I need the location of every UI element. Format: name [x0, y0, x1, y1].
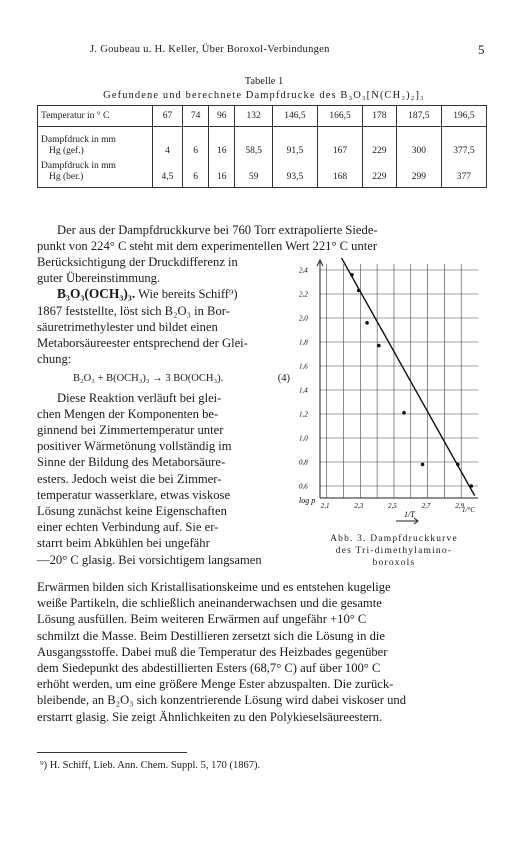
- running-title: J. Goubeau u. H. Keller, Über Boroxol-Verbindungen: [90, 44, 330, 55]
- table-header-row: [38, 106, 487, 127]
- x-tick-label: 2,7: [421, 502, 431, 510]
- table-row-calculated: [38, 159, 487, 188]
- text-line: Sinne der Bildung des Metaborsäure-: [37, 455, 226, 470]
- table-row-found: [38, 127, 487, 160]
- caption-line: boroxols: [372, 558, 416, 568]
- equation-number: (4): [277, 373, 290, 385]
- x-axis-label: 1/T: [404, 510, 415, 519]
- row-label-line: Hg (ber.): [49, 172, 84, 182]
- row-label-line: Dampfdruck in mm: [41, 161, 116, 171]
- text-line: Lösung ausfüllen. Beim weiteren Erwärmen auf ungefähr +10° C: [37, 612, 367, 627]
- y-tick-label: 2,4: [299, 266, 308, 275]
- text-line: Lösung zunächst keine Eigenschaften: [37, 504, 227, 519]
- text-line: esters. Jedoch weist die bei Zimmer-: [37, 471, 222, 486]
- text-line: schmilzt die Masse. Beim Destillieren zersetzt sich die Lösung in die: [37, 628, 385, 643]
- temp-cell: 178: [363, 106, 397, 127]
- figure-caption: [298, 533, 490, 569]
- row-label-line: Hg (gef.): [49, 146, 84, 156]
- text-line: Berücksichtigung der Druckdifferenz in: [37, 255, 238, 269]
- value-cell: 377: [441, 159, 486, 188]
- row-label-cell: [38, 127, 153, 160]
- text-line: erhöht werden, um eine größere Menge Ester abzuspalten. Die zurück-: [37, 677, 394, 692]
- x-tick-label: 2,1: [320, 502, 330, 510]
- value-cell: 6: [182, 159, 208, 188]
- value-cell: 16: [209, 159, 235, 188]
- value-cell: 91,5: [272, 127, 317, 160]
- data-point: [350, 273, 354, 277]
- text-line: temperatur wasserklare, etwas viskose: [37, 487, 231, 502]
- text-line: Metaborsäureester entsprechend der Glei-: [37, 336, 248, 351]
- fit-line: [333, 258, 474, 496]
- table-subcaption: Gefundene und berechnete Dampfdrucke des B₃O₃[N(CH₃)₂]₃: [103, 90, 425, 101]
- text-line: säuretrimethylester und bildet einen: [37, 319, 218, 334]
- value-cell: 58,5: [235, 127, 273, 160]
- footnote-divider: [37, 752, 187, 753]
- chart-grid: [320, 264, 478, 498]
- paragraph-boiling-point: [37, 222, 487, 254]
- value-cell: 168: [317, 159, 362, 188]
- text-line: Erwärmen bilden sich Kristallisationskeime und es entstehen kugelige: [37, 580, 391, 594]
- chart-ticks: [299, 267, 464, 511]
- table-caption: Tabelle 1: [244, 76, 284, 87]
- caption-line: Abb. 3. Dampfdruckkurve: [330, 534, 458, 544]
- text-span: Wie bereits Schiff⁹): [138, 287, 238, 302]
- text-line: 1867 feststellte, löst sich B₂O₃ in Bor-: [37, 303, 230, 318]
- value-cell: 93,5: [272, 159, 317, 188]
- x-tick-label: 2,5: [387, 502, 397, 510]
- data-point: [456, 463, 460, 467]
- text-line: bleibende, an B₂O₃ sich konzentrierende Lösung wird dabei viskoser und: [37, 693, 407, 708]
- value-cell: 6: [182, 127, 208, 160]
- data-point: [469, 484, 473, 488]
- temp-cell: 196,5: [441, 106, 486, 127]
- text-line: Der aus der Dampfdruckkurve bei 760 Torr extrapolierte Siede-: [57, 223, 378, 237]
- y-axis-label: log p: [299, 496, 316, 505]
- y-tick-label: 1,8: [299, 338, 308, 347]
- value-cell: 4,5: [153, 159, 183, 188]
- value-cell: 229: [363, 159, 397, 188]
- data-point: [365, 321, 369, 325]
- x-unit-label: 1/°C: [462, 506, 475, 514]
- section-heading: B₃O₃(OCH₃)₃.: [57, 286, 136, 302]
- text-line: Diese Reaktion verläuft bei glei-: [57, 390, 222, 405]
- page-number: 5: [478, 42, 485, 57]
- y-tick-label: 0,8: [299, 458, 308, 467]
- value-cell: 300: [396, 127, 441, 160]
- text-line: —20° C glasig. Bei vorsichtigem langsamen: [37, 552, 262, 567]
- equation-line: [37, 371, 290, 387]
- text-line: Ausgangsstoffe. Dabei muß die Temperatur des Heizbades gegenüber: [37, 644, 388, 659]
- value-cell: 299: [396, 159, 441, 188]
- value-cell: 229: [363, 127, 397, 160]
- value-cell: 16: [209, 127, 235, 160]
- data-point: [377, 344, 381, 348]
- y-tick-label: 1,0: [299, 434, 308, 443]
- text-line: chung:: [37, 352, 72, 367]
- text-line: weiße Partikeln, die schließlich aneinanderwachsen und die gesamte: [37, 596, 382, 611]
- x-tick-label: 2,9: [455, 502, 464, 510]
- vapor-pressure-chart: [296, 258, 491, 528]
- footnote: ⁹) H. Schiff, Lieb. Ann. Chem. Suppl. 5, 170 (1867).: [40, 760, 261, 771]
- paragraph-continuation: [37, 579, 487, 725]
- temp-cell: 146,5: [272, 106, 317, 127]
- value-cell: 4: [153, 127, 183, 160]
- value-cell: 167: [317, 127, 362, 160]
- row-label-line: Dampfdruck in mm: [41, 135, 116, 145]
- y-tick-label: 1,4: [299, 386, 308, 395]
- text-line: einer echten Verbindung auf. Sie er-: [37, 520, 219, 535]
- vapor-pressure-table: [37, 105, 487, 188]
- text-line: positiver Wärmetönung vollständig im: [37, 439, 232, 454]
- y-tick-label: 2,0: [299, 314, 308, 323]
- text-line: punkt von 224° C steht mit dem experimentellen Wert 221° C unter: [37, 239, 378, 254]
- temp-cell: 96: [209, 106, 235, 127]
- temp-cell: 166,5: [317, 106, 362, 127]
- caption-line: des Tri-dimethylamino-: [335, 546, 453, 556]
- temp-cell: 187,5: [396, 106, 441, 127]
- text-line: chen Mengen der Komponenten be-: [37, 406, 219, 421]
- x-tick-label: 2,3: [354, 502, 364, 510]
- y-tick-label: 0,6: [299, 482, 308, 491]
- data-point: [402, 411, 406, 415]
- text-line: dem Siedepunkt des abdestillierten Esters (68,7° C) auf über 100° C: [37, 661, 381, 676]
- temp-cell: 132: [235, 106, 273, 127]
- header-label-cell: Temperatur in ° C: [38, 106, 153, 127]
- chart-series: [333, 258, 474, 496]
- equation: B₂O₃ + B(OCH₃)₃ → 3 BO(OCH₃).: [73, 373, 224, 385]
- text-line: erstarrt glasig. Sie zeigt Ähnlichkeiten zu den Polykieselsäureestern.: [37, 709, 383, 724]
- text-line: ginnend bei Zimmertemperatur unter: [37, 423, 224, 438]
- data-point: [421, 463, 425, 467]
- y-tick-label: 1,2: [299, 410, 308, 419]
- value-cell: 59: [235, 159, 273, 188]
- data-point: [357, 289, 361, 293]
- temp-cell: 67: [153, 106, 183, 127]
- left-column-text: [37, 254, 290, 568]
- y-tick-label: 1,6: [299, 362, 308, 371]
- temp-cell: 74: [182, 106, 208, 127]
- row-label-cell: [38, 159, 153, 188]
- value-cell: 377,5: [441, 127, 486, 160]
- y-tick-label: 2,2: [299, 290, 308, 299]
- text-line: [37, 286, 290, 302]
- text-line: guter Übereinstimmung.: [37, 271, 161, 286]
- text-line: starrt beim Abkühlen bei ungefähr: [37, 536, 210, 551]
